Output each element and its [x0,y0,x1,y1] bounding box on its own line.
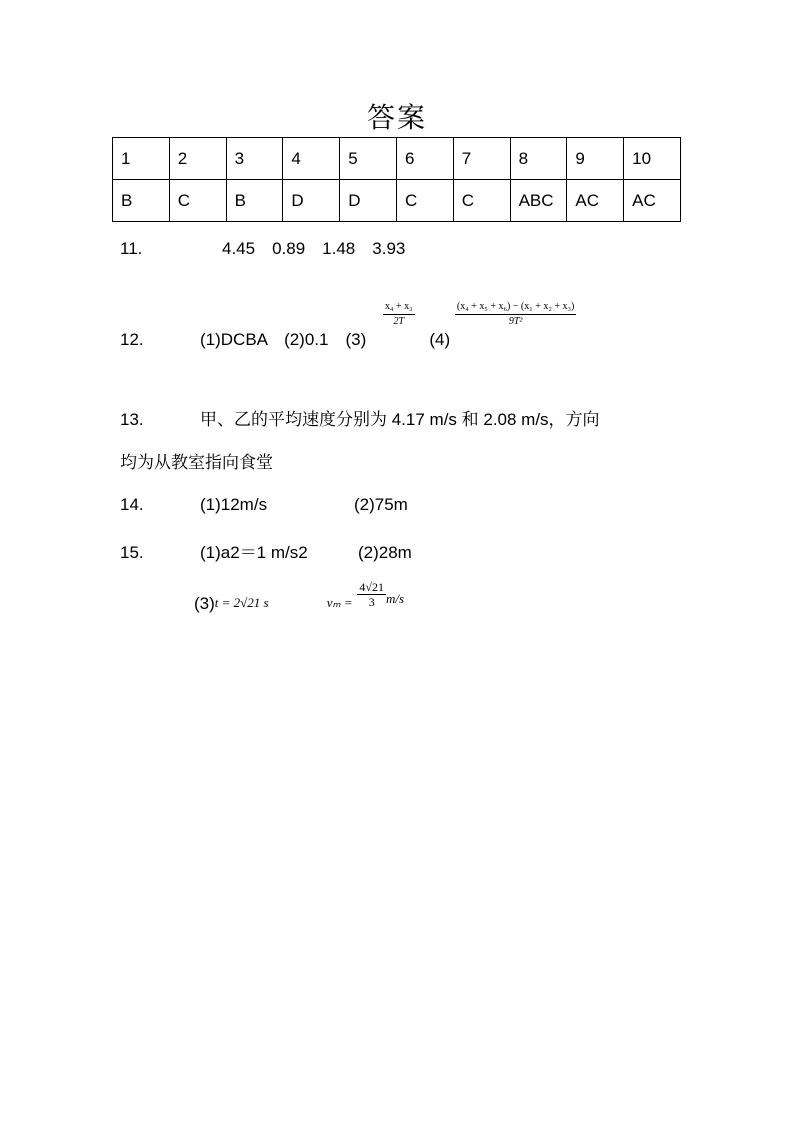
table-cell: D [283,180,340,222]
fraction-numerator: x₄ + x₃ [383,300,415,315]
table-cell: D [340,180,397,222]
table-cell: 3 [226,138,283,180]
answer-text: (1)a2＝1 m/s2 [200,543,308,562]
table-cell: 1 [113,138,170,180]
question-number: 13. [120,410,144,429]
table-cell: AC [624,180,681,222]
fraction-4 [455,300,576,329]
table-cell: C [169,180,226,222]
answer-text: (1)DCBA (2)0.1 (3) [200,330,367,349]
time-formula: t = 2√21 s [214,594,269,610]
table-cell: B [226,180,283,222]
question-number: 15. [120,543,144,562]
velocity-lhs: vₘ = [326,594,353,610]
answer-13-continued [120,448,273,473]
question-number: 14. [120,495,144,514]
table-cell: 10 [624,138,681,180]
velocity-fraction [357,580,386,609]
table-cell: B [113,180,170,222]
table-cell: 6 [396,138,453,180]
fraction-denominator: 9T² [508,316,523,328]
answer-12 [120,301,576,351]
answer-text: 甲、乙的平均速度分别为 4.17 m/s 和 2.08 m/s，方向 [200,410,600,429]
velocity-unit: m/s [386,590,405,606]
fraction-numerator: (x₄ + x₅ + x₆) − (x₁ + x₂ + x₃) [455,300,576,315]
table-cell: 9 [567,138,624,180]
fraction-numerator: 4√21 [359,580,385,594]
table-cell: 8 [510,138,567,180]
question-number: 11. [120,239,143,258]
answer-11 [120,234,405,259]
page-title: 答案 [366,101,427,134]
table-cell: 5 [340,138,397,180]
question-number: 12. [120,330,144,349]
answer-text: (2)28m [358,543,412,562]
answer-15 [120,538,412,563]
answer-13 [120,405,600,430]
table-cell: ABC [510,180,567,222]
fraction-3 [383,300,415,329]
answer-text: (1)12m/s [200,495,268,514]
fraction-denominator: 2T [393,316,405,328]
table-cell: 4 [283,138,340,180]
answer-text: (2)75m [354,495,408,514]
table-header-row [113,138,681,180]
part-label: (4) [429,330,451,349]
part-label: (3) [194,593,215,613]
answer-15-part-3 [194,582,404,622]
table-cell: C [396,180,453,222]
answer-table [112,137,681,222]
answer-text: 4.45 0.89 1.48 3.93 [222,239,406,258]
table-answer-row [113,180,681,222]
table-cell: C [453,180,510,222]
fraction-denominator: 3 [368,595,375,609]
table-cell: 2 [169,138,226,180]
table-cell: 7 [453,138,510,180]
answer-text: 均为从教室指向食堂 [120,453,273,472]
table-cell: AC [567,180,624,222]
answer-14 [120,495,408,515]
